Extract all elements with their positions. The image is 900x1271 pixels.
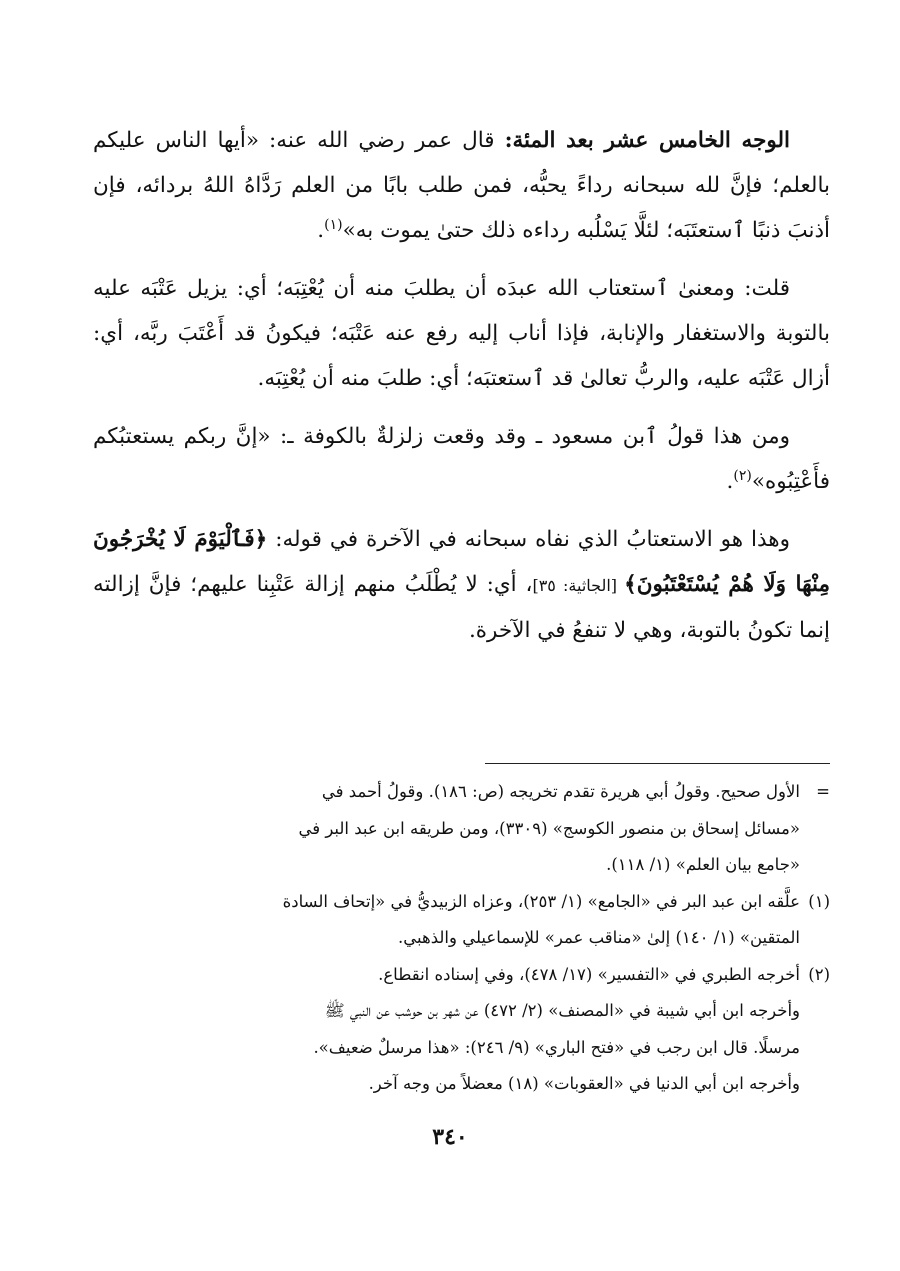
sentence-end: . [726,469,734,494]
footnote-line: المتقين» (١/ ١٤٠) إلىٰ «مناقب عمر» للإسماعيلي والذهبي. [398,928,800,947]
footnote-line: وأخرجه ابن أبي الدنيا في «العقوبات» (١٨) معضلاً من وجه آخر. [368,1074,800,1093]
footnote-2 [93,957,830,1103]
footnote-number: (١) [808,891,830,911]
continuation-mark: = [816,782,830,801]
main-text [93,118,830,666]
page-number: ٣٤٠ [432,1124,468,1150]
footnote-number: (٢) [808,964,830,984]
footnote-line: علَّقه ابن عبد البر في «الجامع» (١/ ٢٥٣)، وعزاه الزبيديُّ في «إتحاف السادة [282,891,800,911]
quran-verse: ﴿فَٱلْيَوْمَ لَا يُخْرَجُونَ مِنْهَا وَلَا هُمْ يُسْتَعْتَبُونَ﴾ [93,527,831,597]
footnote-continued [93,774,830,884]
footnote-line: أخرجه الطبري في «التفسير» (١٧/ ٤٧٨)، وفي إسناده انقطاع. [378,964,800,984]
paragraph-text-after: ، أي: لا يُطْلَبُ منهم إزالة عَتْبِنا عليهم؛ فإنَّ إزالته إنما تكونُ بالتوبة، وهي لا تنفعُ في الآخرة. [93,572,830,643]
footnote-ref-2[interactable]: (٢) [733,467,752,484]
footnote-ref-1[interactable]: (١) [324,216,343,233]
footnote-1 [93,884,830,957]
paragraph-text: قلت: ومعنىٰ ٱستعتاب الله عبدَه أن يطلبَ منه أن يُعْتِبَه؛ أي: يزيل عَتْبَه عليه بالتوبة والاستغفار والإنابة، فإذا أناب إليه رفع عنه عَتْبَه؛ فيكونُ قد أَعْتَبَ ربَّه، أي: أزال عَتْبَه عليه، والربُّ تعالىٰ قد ٱستعتبَه؛ أي: طلبَ منه أن يُعْتِبَه. [93,276,830,391]
footnote-line: وأخرجه ابن أبي شيبة في «المصنف» (٢/ ٤٧٢) عن شهر بن حوشب عن النبي ﷺ [324,1001,800,1020]
paragraph-text-before: وهذا هو الاستعتابُ الذي نفاه سبحانه في الآخرة في قوله: [267,527,791,552]
verse-citation: [الجاثية: ٣٥] [532,576,625,595]
section-heading: الوجه الخامس عشر بعد المئة: [504,128,790,153]
footnote-line: «مسائل إسحاق بن منصور الكوسج» (٣٣٠٩)، ومن طريقه ابن عبد البر في [298,818,800,838]
footnote-separator [485,763,830,764]
footnote-line: الأول صحيح. وقولُ أبي هريرة تقدم تخريجه (ص: ١٨٦). وقولُ أحمد في [321,782,800,801]
paragraph-ibn-masud [93,414,830,504]
paragraph-text: قال عمر رضي الله عنه: «أيها الناس عليكم بالعلم؛ فإنَّ لله سبحانه رداءً يحبُّه، فمن طلب بابًا من العلم رَدَّاهُ اللهُ بردائه، فإن أذنبَ ذنبًا ٱستعتَبَه؛ لئلَّا يَسْلُبه رداءه ذلك حتىٰ يموت به» [93,128,830,243]
paragraph-115th-aspect [93,118,830,253]
footnote-line: «جامع بيان العلم» (١/ ١١٨). [606,855,800,874]
footnote-line: مرسلًا. قال ابن رجب في «فتح الباري» (٩/ ٢٤٦): «هذا مرسلٌ ضعيف». [313,1037,800,1057]
paragraph-quran-verse [93,517,830,653]
paragraph-text: ومن هذا قولُ ٱبن مسعود ـ وقد وقعت زلزلةٌ بالكوفة ـ: «إنَّ ربكم يستعتبُكم فأَعْتِبُوه» [93,424,830,494]
sentence-end: . [317,218,325,243]
footnotes [93,774,830,1103]
paragraph-meaning-of-istitab [93,266,830,401]
